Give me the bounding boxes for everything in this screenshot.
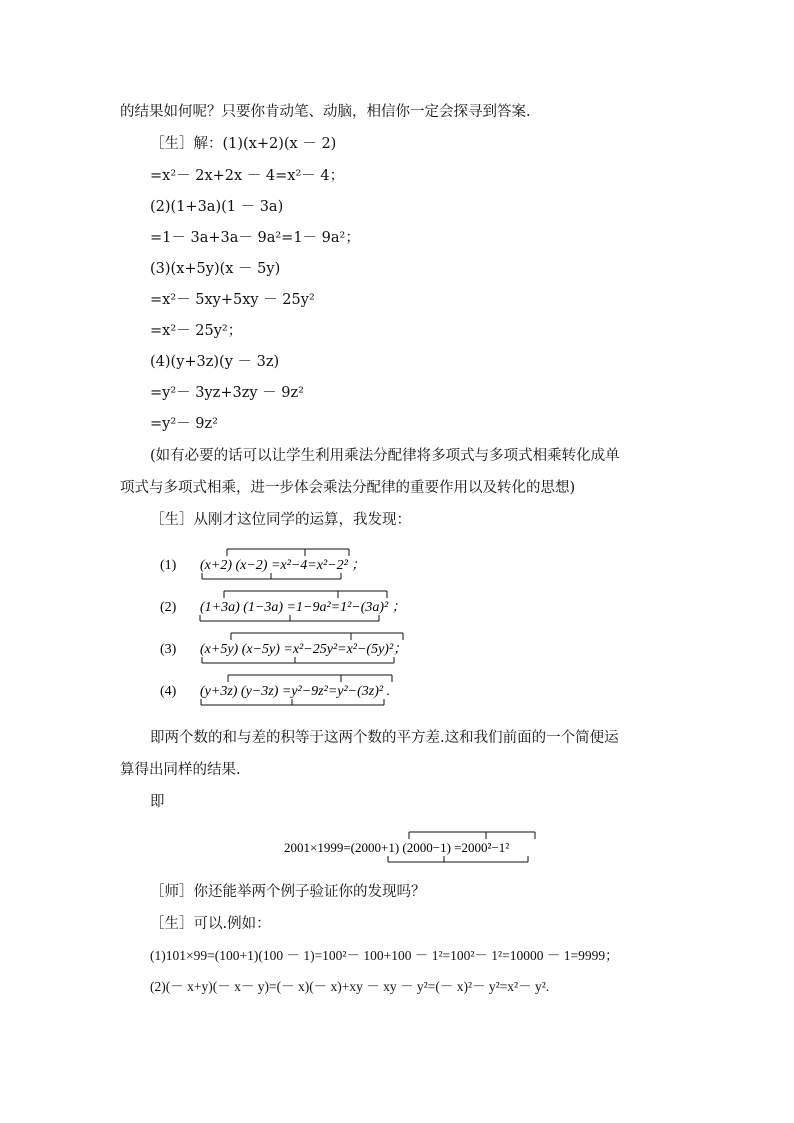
equation-line: =1－ 3a+3a－ 9a²=1－ 9a²；	[150, 230, 360, 246]
figure-expression: (x+5y) (x−5y) =x²−25y²=x²−(5y)²；	[200, 642, 408, 657]
figure-expression: (x+2) (x−2) =x²−4=x²−2² ；	[200, 558, 366, 573]
figure-expression: 2001×1999=(2000+1) (2000−1) =2000²−1²	[284, 840, 510, 855]
equation-line: =x²－ 25y²；	[150, 323, 243, 339]
figure-4	[160, 675, 392, 705]
paragraph: 即两个数的和与差的积等于这两个数的平方差.这和我们前面的一个简便运	[150, 730, 619, 746]
equation-line: =y²－ 3yz+3zy － 9z²	[150, 385, 304, 401]
figure-3	[160, 633, 407, 663]
equation-line: (3)(x+5y)(x － 5y)	[150, 261, 281, 277]
figure-number: (2)	[160, 600, 177, 615]
paragraph: 算得出同样的结果.	[120, 762, 241, 778]
figure-number: (4)	[160, 684, 177, 699]
example-1: (1)101×99=(100+1)(100 － 1)=100²－ 100+100 － 1²=100²－ 1²=10000 － 1=9999；	[150, 948, 619, 963]
teacher-note: (如有必要的话可以让学生利用乘法分配律将多项式与多项式相乘转化成单	[150, 448, 620, 464]
figure-expression: (y+3z) (y−3z) =y²−9z²=y²−(3z)² .	[200, 684, 391, 699]
figure-1	[160, 549, 365, 579]
student-answer-heading: ［生］解：(1)(x+2)(x － 2)	[150, 136, 337, 152]
figure-5	[284, 832, 535, 862]
figure-number: (3)	[160, 642, 177, 657]
student-reply: ［生］可以.例如：	[150, 916, 271, 932]
equation-line: =y²－ 9z²	[150, 416, 218, 432]
student-discovery: ［生］从刚才这位同学的运算，我发现：	[150, 512, 411, 528]
teacher-note: 项式与多项式相乘，进一步体会乘法分配律的重要作用以及转化的思想)	[120, 480, 576, 496]
figure-number: (1)	[160, 558, 177, 573]
teacher-question: ［师］你还能举两个例子验证你的发现吗？	[150, 884, 426, 900]
example-2: (2)(－ x+y)(－ x－ y)=(－ x)(－ x)+xy － xy － y²=(－ x)²－ y²=x²－ y².	[150, 979, 550, 994]
equation-line: =x²－ 5xy+5xy － 25y²	[150, 292, 315, 308]
figure-expression: (1+3a) (1−3a) =1−9a²=1²−(3a)² ；	[200, 600, 406, 615]
equation-line: =x²－ 2x+2x － 4=x²－ 4；	[150, 168, 345, 184]
equation-line: (2)(1+3a)(1 － 3a)	[150, 199, 284, 215]
figure-2	[160, 591, 406, 621]
paragraph: 即	[150, 794, 165, 810]
paragraph: 的结果如何呢？只要你肯动笔、动脑，相信你一定会探寻到答案.	[120, 104, 531, 120]
equation-line: (4)(y+3z)(y － 3z)	[150, 354, 280, 370]
